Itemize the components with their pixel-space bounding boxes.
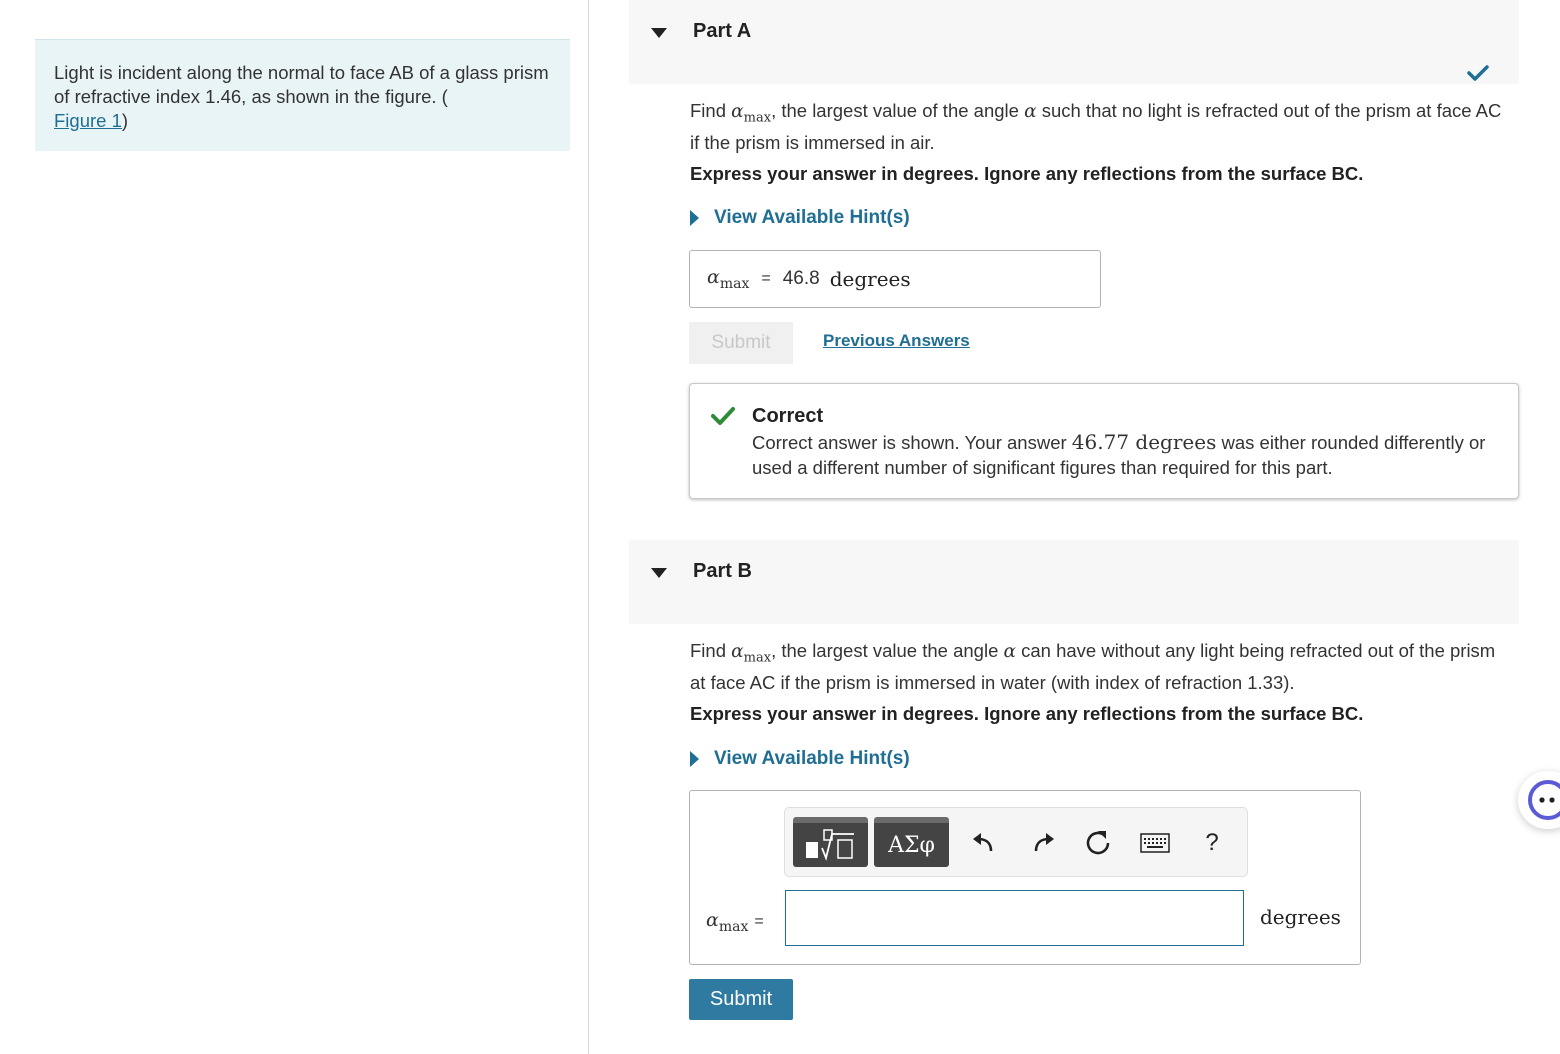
assistant-widget[interactable] [1518,771,1560,829]
question-find-word: Find [690,640,726,661]
part-b-question [690,639,1510,695]
feedback-message: Correct answer is shown. Your answer 46.77 degrees was either rounded differently or used a different number of significant figures than required for this part. [752,430,1486,478]
part-a-answer-display [689,250,1101,308]
part-b-instructions: Express your answer in degrees. Ignore any reflections from the surface BC. [690,703,1364,724]
part-b-submit-button[interactable]: Submit [689,979,793,1020]
alpha-symbol: α [1003,641,1016,662]
undo-icon[interactable] [969,828,999,858]
help-button[interactable]: ? [1205,829,1219,856]
answer-unit: degrees [829,267,911,291]
part-a-hints-toggle[interactable] [690,207,910,229]
templates-button[interactable] [793,817,868,867]
templates-icon [802,828,860,862]
hints-label: View Available Hint(s) [714,748,910,769]
answer-unit: degrees [1260,905,1341,929]
part-b-header[interactable] [629,540,1519,624]
equals-sign: = [761,270,771,287]
part-a-question [690,99,1510,155]
question-text-end: can have without any light being refracted out of the prism at face AC if the prism is immersed in water (with index of refraction 1.33). [690,640,1496,693]
intro-text: Light is incident along the normal to face AB of a glass prism of refractive index 1.46, as shown in the figure. ( [54,62,549,107]
hints-label: View Available Hint(s) [714,207,910,228]
question-text: , the largest value of the angle [771,100,1019,121]
problem-intro [35,39,570,151]
collapse-caret-icon[interactable] [651,568,667,578]
part-a-submit-button: Submit [689,322,793,364]
correct-feedback-panel [689,383,1519,499]
submitted-value: 46.77 degrees [1071,430,1217,454]
correct-check-icon [711,406,735,426]
previous-answers-link[interactable]: Previous Answers [823,331,970,350]
answer-variable: $\alpha_{max}$ [707,266,750,292]
reset-icon[interactable] [1083,828,1113,858]
greek-symbols-button[interactable]: ΑΣφ [874,817,949,867]
figure-link[interactable]: Figure 1 [54,110,122,131]
part-a-title: Part A [693,20,752,42]
math-toolbar [784,807,1248,877]
answer-input[interactable] [785,890,1244,946]
expand-triangle-icon [690,210,699,226]
answer-label: $\alpha_{max}$ = [706,909,764,935]
part-b-title: Part B [693,560,752,582]
question-find-word: Find [690,100,726,121]
feedback-title: Correct [752,405,824,427]
answer-value: 46.8 [782,268,820,289]
part-b-hints-toggle[interactable] [690,748,910,770]
assistant-icon [1518,771,1560,829]
redo-icon[interactable] [1028,828,1058,858]
part-a-instructions: Express your answer in degrees. Ignore any reflections from the surface BC. [690,163,1364,184]
problem-intro-pane [0,0,589,1054]
alpha-max-symbol: $\alpha_{max}$ [731,101,772,126]
intro-close-paren: ) [121,110,129,131]
collapse-caret-icon[interactable] [651,28,667,38]
expand-triangle-icon [690,751,699,767]
question-text-end: such that no light is refracted out of the prism at face AC if the prism is immersed in air. [690,100,1502,153]
question-text: , the largest value the angle [771,640,999,661]
alpha-max-symbol: $\alpha_{max}$ [731,641,772,666]
alpha-symbol: α [1024,101,1037,122]
keyboard-icon[interactable] [1139,828,1171,858]
part-a-header[interactable] [629,0,1519,84]
completed-check-icon [1467,64,1489,82]
part-b-answer-area [689,790,1361,965]
